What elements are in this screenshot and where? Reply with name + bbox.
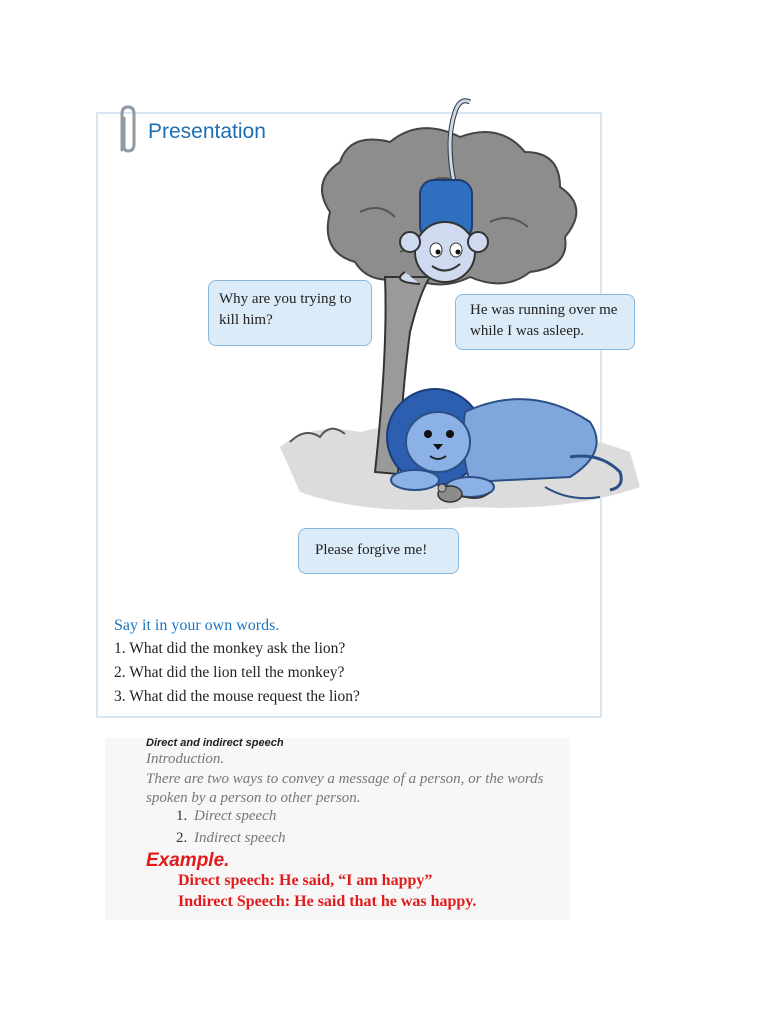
example-indirect: Indirect Speech: He said that he was happy.	[178, 893, 477, 910]
list-item	[176, 808, 276, 825]
example-direct: Direct speech: He said, “I am happy”	[178, 872, 433, 889]
lesson-intro: Introduction.	[146, 751, 225, 767]
list-text: Indirect speech	[194, 830, 286, 846]
question-item: 2. What did the lion tell the monkey?	[114, 664, 345, 681]
speech-bubble-mouse: Please forgive me!	[298, 528, 459, 574]
lesson-paragraph: There are two ways to convey a message of a person, or the words spoken by a person to other person.	[146, 771, 544, 806]
list-number: 2.	[176, 830, 188, 846]
speech-bubble-lion: He was running over me while I was asleep.	[455, 294, 635, 350]
example-label: Example.	[146, 850, 230, 871]
paperclip-icon	[112, 104, 142, 156]
list-number: 1.	[176, 808, 188, 824]
page-title: Presentation	[148, 120, 266, 143]
lesson-title: Direct and indirect speech	[146, 737, 284, 749]
exercise-prompt: Say it in your own words.	[114, 617, 280, 634]
question-item: 3. What did the mouse request the lion?	[114, 688, 360, 705]
list-item	[176, 830, 286, 847]
speech-bubble-monkey: Why are you trying to kill him?	[208, 280, 372, 346]
list-text: Direct speech	[194, 808, 277, 824]
question-item: 1. What did the monkey ask the lion?	[114, 640, 346, 657]
